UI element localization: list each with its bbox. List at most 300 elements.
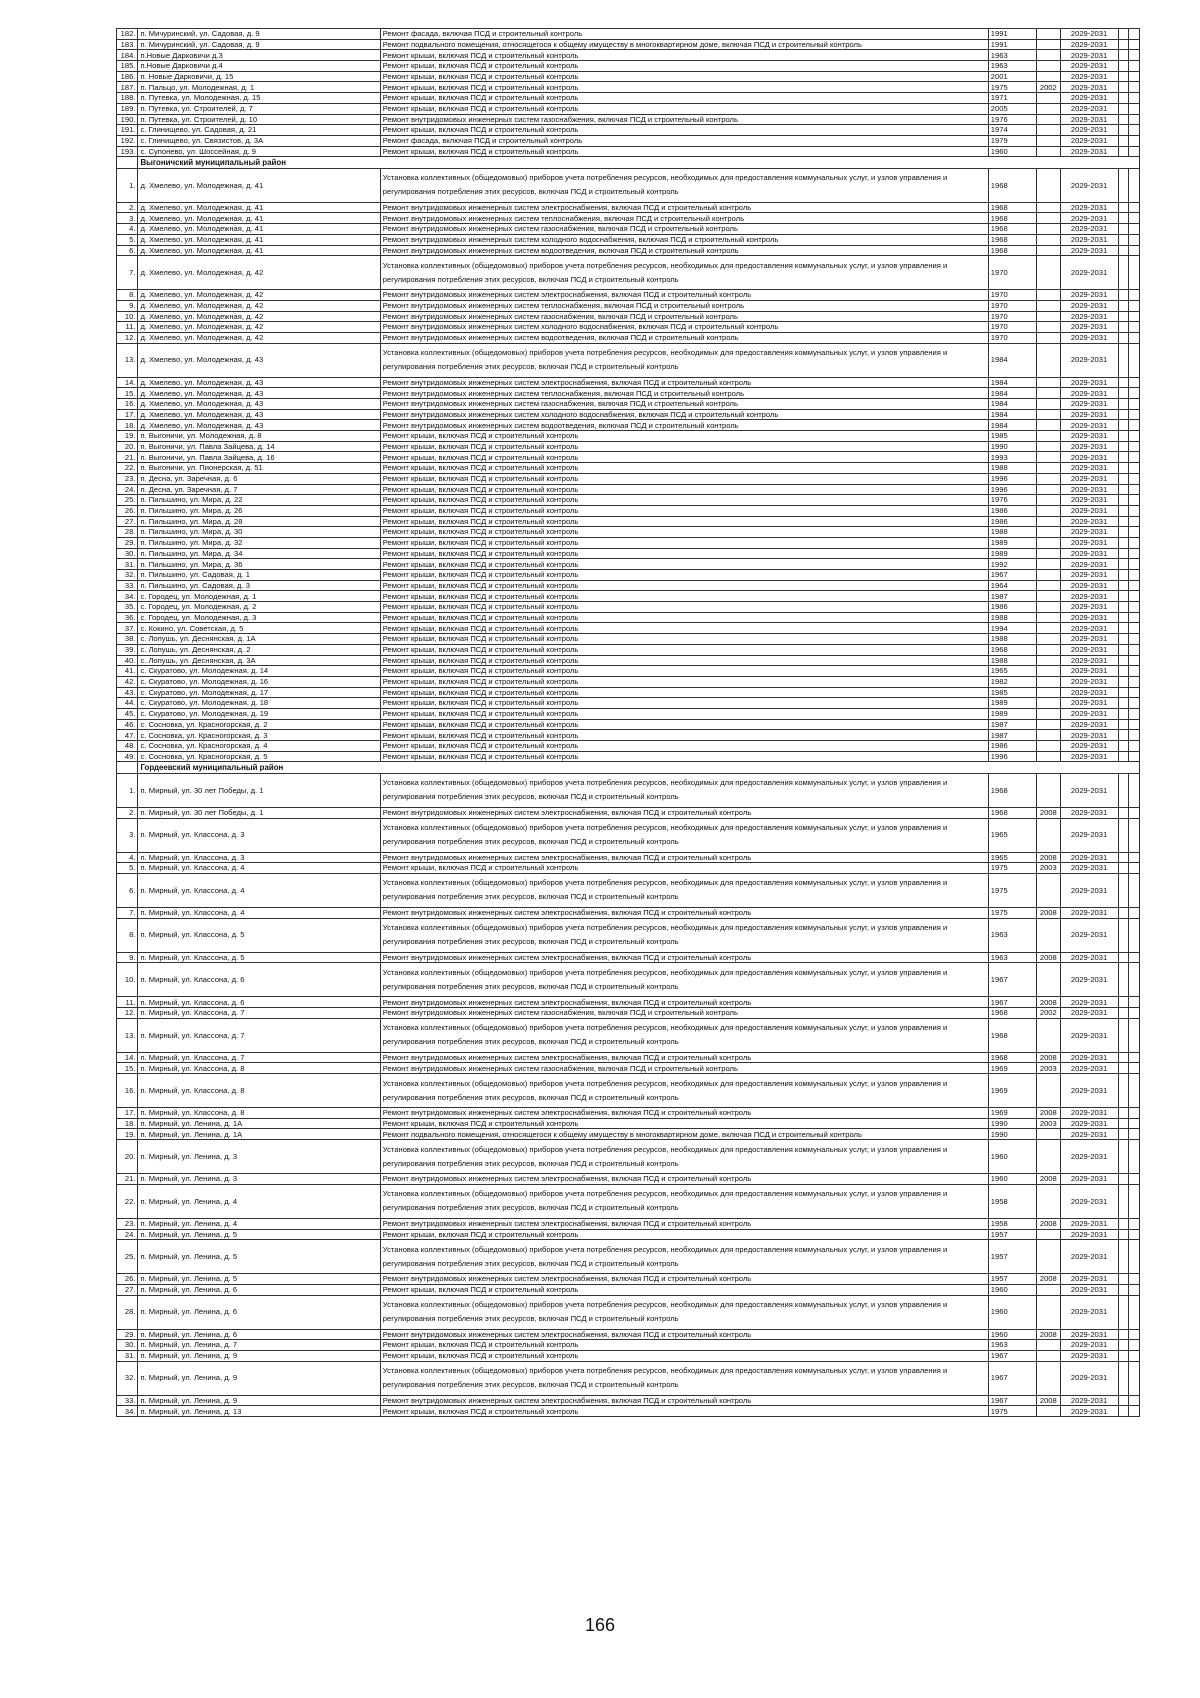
planned-period-cell: 2029-2031 (1060, 311, 1118, 322)
row-number-cell: 191. (117, 125, 138, 136)
planned-period-cell: 2029-2031 (1060, 852, 1118, 863)
empty-cell (1129, 256, 1140, 290)
row-number-cell: 189. (117, 103, 138, 114)
table-row (117, 1274, 1140, 1285)
year-built-cell: 1988 (988, 527, 1036, 538)
year-built-cell: 1960 (988, 1329, 1036, 1340)
planned-period-cell: 2029-2031 (1060, 71, 1118, 82)
work-type-cell: Ремонт крыши, включая ПСД и строительный контроль (380, 1118, 988, 1129)
planned-period-cell: 2029-2031 (1060, 1229, 1118, 1240)
last-repair-year-cell (1037, 213, 1061, 224)
table-row (117, 1240, 1140, 1274)
last-repair-year-cell (1037, 114, 1061, 125)
empty-cell (1118, 1240, 1129, 1274)
year-built-cell: 1975 (988, 82, 1036, 93)
address-cell: п. Мирный, ул. Ленина, д. 9 (138, 1350, 380, 1361)
work-type-cell: Установка коллективных (общедомовых) приборов учета потребления ресурсов, необходимых для предоставления коммунальных услуг, и узлов управления и регулирования потребления этих ресурсов, включая ПСД и строительный контроль (380, 963, 988, 997)
table-row (117, 1018, 1140, 1052)
row-number-cell: 27. (117, 1284, 138, 1295)
empty-cell (1118, 399, 1129, 410)
row-number-cell: 23. (117, 1218, 138, 1229)
work-type-cell: Ремонт крыши, включая ПСД и строительный контроль (380, 537, 988, 548)
empty-cell (1129, 907, 1140, 918)
empty-cell (1118, 1395, 1129, 1406)
table-row (117, 548, 1140, 559)
empty-cell (1129, 591, 1140, 602)
address-cell: п. Пильшино, ул. Мира, д. 22 (138, 495, 380, 506)
empty-cell (1129, 708, 1140, 719)
year-built-cell: 1988 (988, 634, 1036, 645)
work-type-cell: Ремонт крыши, включая ПСД и строительный контроль (380, 863, 988, 874)
table-row (117, 125, 1140, 136)
table-row (117, 61, 1140, 72)
last-repair-year-cell (1037, 93, 1061, 104)
row-number-cell: 4. (117, 224, 138, 235)
address-cell: п. Мирный, ул. Ленина, д. 5 (138, 1274, 380, 1285)
work-type-cell: Ремонт крыши, включая ПСД и строительный контроль (380, 505, 988, 516)
address-cell: д. Хмелево, ул. Молодежная, д. 43 (138, 343, 380, 377)
work-type-cell: Ремонт крыши, включая ПСД и строительный контроль (380, 527, 988, 538)
empty-cell (1118, 1184, 1129, 1218)
planned-period-cell: 2029-2031 (1060, 146, 1118, 157)
last-repair-year-cell (1037, 644, 1061, 655)
row-number-cell: 37. (117, 623, 138, 634)
address-cell: д. Хмелево, ул. Молодежная, д. 41 (138, 168, 380, 202)
table-row (117, 50, 1140, 61)
planned-period-cell: 2029-2031 (1060, 245, 1118, 256)
row-number-cell: 39. (117, 644, 138, 655)
last-repair-year-cell (1037, 290, 1061, 301)
planned-period-cell: 2029-2031 (1060, 322, 1118, 333)
row-number-cell: 12. (117, 332, 138, 343)
empty-cell (1129, 61, 1140, 72)
year-built-cell: 1974 (988, 125, 1036, 136)
work-type-cell: Ремонт крыши, включая ПСД и строительный контроль (380, 570, 988, 581)
work-type-cell: Ремонт крыши, включая ПСД и строительный контроль (380, 580, 988, 591)
table-row (117, 623, 1140, 634)
table-row (117, 1329, 1140, 1340)
address-cell: п. Выгоничи, ул. Павла Зайцева, д. 14 (138, 441, 380, 452)
last-repair-year-cell (1037, 168, 1061, 202)
row-number-cell: 33. (117, 1395, 138, 1406)
address-cell: п. Пильшино, ул. Садовая, д. 3 (138, 580, 380, 591)
empty-cell (1118, 730, 1129, 741)
work-type-cell: Ремонт внутридомовых инженерных систем электроснабжения, включая ПСД и строительный контроль (380, 290, 988, 301)
empty-cell (1118, 61, 1129, 72)
year-built-cell: 1992 (988, 559, 1036, 570)
planned-period-cell: 2029-2031 (1060, 708, 1118, 719)
planned-period-cell: 2029-2031 (1060, 29, 1118, 40)
last-repair-year-cell (1037, 1340, 1061, 1351)
row-number-cell: 29. (117, 537, 138, 548)
empty-cell (1118, 907, 1129, 918)
planned-period-cell: 2029-2031 (1060, 698, 1118, 709)
last-repair-year-cell (1037, 623, 1061, 634)
work-type-cell: Ремонт крыши, включая ПСД и строительный контроль (380, 719, 988, 730)
empty-cell (1129, 1395, 1140, 1406)
empty-cell (1129, 29, 1140, 40)
last-repair-year-cell (1037, 256, 1061, 290)
empty-cell (1118, 1340, 1129, 1351)
table-row (117, 420, 1140, 431)
row-number-cell: 48. (117, 741, 138, 752)
table-row (117, 224, 1140, 235)
planned-period-cell: 2029-2031 (1060, 1240, 1118, 1274)
table-row (117, 1108, 1140, 1119)
row-number-cell: 28. (117, 1295, 138, 1329)
row-number-cell: 24. (117, 1229, 138, 1240)
empty-cell (1129, 146, 1140, 157)
last-repair-year-cell: 2002 (1037, 1008, 1061, 1019)
empty-cell (1129, 224, 1140, 235)
empty-cell (1118, 1329, 1129, 1340)
empty-cell (1129, 50, 1140, 61)
empty-cell (1118, 687, 1129, 698)
year-built-cell: 1965 (988, 852, 1036, 863)
row-number-cell: 32. (117, 570, 138, 581)
empty-cell (1118, 71, 1129, 82)
row-number-cell: 5. (117, 234, 138, 245)
empty-cell (1118, 300, 1129, 311)
address-cell: п. Мирный, ул. Классона, д. 3 (138, 852, 380, 863)
empty-cell (1118, 505, 1129, 516)
year-built-cell: 1982 (988, 676, 1036, 687)
year-built-cell: 1996 (988, 473, 1036, 484)
empty-cell (1118, 332, 1129, 343)
year-built-cell: 1984 (988, 377, 1036, 388)
address-cell: п. Путевка, ул. Молодежная, д. 15 (138, 93, 380, 104)
address-cell: п. Мирный, ул. Классона, д. 8 (138, 1063, 380, 1074)
empty-cell (1129, 655, 1140, 666)
year-built-cell: 1976 (988, 495, 1036, 506)
row-number-cell: 29. (117, 1329, 138, 1340)
row-number-cell: 44. (117, 698, 138, 709)
work-type-cell: Ремонт внутридомовых инженерных систем газоснабжения, включая ПСД и строительный контроль (380, 224, 988, 235)
last-repair-year-cell (1037, 311, 1061, 322)
row-number-cell: 24. (117, 484, 138, 495)
address-cell: п. Мирный, ул. Ленина, д. 9 (138, 1395, 380, 1406)
table-row (117, 527, 1140, 538)
row-number-cell: 22. (117, 1184, 138, 1218)
empty-cell (1129, 213, 1140, 224)
year-built-cell: 1970 (988, 300, 1036, 311)
planned-period-cell: 2029-2031 (1060, 612, 1118, 623)
work-type-cell: Ремонт крыши, включая ПСД и строительный контроль (380, 82, 988, 93)
empty-cell (1118, 1063, 1129, 1074)
year-built-cell: 1963 (988, 918, 1036, 952)
table-row (117, 741, 1140, 752)
work-type-cell: Ремонт внутридомовых инженерных систем электроснабжения, включая ПСД и строительный контроль (380, 1052, 988, 1063)
empty-cell (1129, 644, 1140, 655)
empty-cell (1129, 1018, 1140, 1052)
row-number-cell: 16. (117, 399, 138, 410)
planned-period-cell: 2029-2031 (1060, 952, 1118, 963)
row-number-cell: 20. (117, 441, 138, 452)
empty-cell (1129, 634, 1140, 645)
empty-cell (1129, 484, 1140, 495)
year-built-cell: 1975 (988, 907, 1036, 918)
last-repair-year-cell (1037, 1229, 1061, 1240)
work-type-cell: Ремонт внутридомовых инженерных систем электроснабжения, включая ПСД и строительный контроль (380, 377, 988, 388)
work-type-cell: Ремонт крыши, включая ПСД и строительный контроль (380, 655, 988, 666)
year-built-cell: 1970 (988, 256, 1036, 290)
empty-cell (1129, 1052, 1140, 1063)
table-row (117, 1350, 1140, 1361)
empty-cell (1118, 202, 1129, 213)
planned-period-cell: 2029-2031 (1060, 1108, 1118, 1119)
work-type-cell: Ремонт внутридомовых инженерных систем электроснабжения, включая ПСД и строительный контроль (380, 807, 988, 818)
last-repair-year-cell (1037, 741, 1061, 752)
planned-period-cell: 2029-2031 (1060, 751, 1118, 762)
table-row (117, 332, 1140, 343)
empty-cell (1118, 125, 1129, 136)
empty-cell (1118, 135, 1129, 146)
table-row (117, 82, 1140, 93)
work-type-cell: Ремонт крыши, включая ПСД и строительный контроль (380, 71, 988, 82)
work-type-cell: Ремонт внутридомовых инженерных систем электроснабжения, включая ПСД и строительный контроль (380, 1108, 988, 1119)
last-repair-year-cell (1037, 431, 1061, 442)
empty-cell (1129, 1174, 1140, 1185)
last-repair-year-cell (1037, 751, 1061, 762)
table-row (117, 343, 1140, 377)
last-repair-year-cell (1037, 343, 1061, 377)
table-row (117, 377, 1140, 388)
year-built-cell: 1979 (988, 135, 1036, 146)
last-repair-year-cell (1037, 300, 1061, 311)
last-repair-year-cell (1037, 708, 1061, 719)
row-number-cell: 34. (117, 1406, 138, 1417)
year-built-cell: 1989 (988, 537, 1036, 548)
address-cell: п. Десна, ул. Заречная, д. 6 (138, 473, 380, 484)
row-number-cell: 16. (117, 1074, 138, 1108)
empty-cell (1129, 580, 1140, 591)
address-cell: п. Мирный, ул. Классона, д. 6 (138, 997, 380, 1008)
empty-cell (1129, 125, 1140, 136)
work-type-cell: Ремонт внутридомовых инженерных систем электроснабжения, включая ПСД и строительный контроль (380, 1395, 988, 1406)
year-built-cell: 1984 (988, 420, 1036, 431)
work-type-cell: Ремонт крыши, включая ПСД и строительный контроль (380, 741, 988, 752)
year-built-cell: 1970 (988, 290, 1036, 301)
table-row (117, 1063, 1140, 1074)
work-type-cell: Ремонт внутридомовых инженерных систем электроснабжения, включая ПСД и строительный контроль (380, 997, 988, 1008)
address-cell: с. Лопушь, ул. Деснянская, д. 1А (138, 634, 380, 645)
work-type-cell: Ремонт внутридомовых инженерных систем холодного водоснабжения, включая ПСД и строительный контроль (380, 322, 988, 333)
work-type-cell: Ремонт крыши, включая ПСД и строительный контроль (380, 676, 988, 687)
work-type-cell: Ремонт крыши, включая ПСД и строительный контроль (380, 559, 988, 570)
row-number-cell: 17. (117, 1108, 138, 1119)
last-repair-year-cell: 2008 (1037, 1329, 1061, 1340)
planned-period-cell: 2029-2031 (1060, 1406, 1118, 1417)
address-cell: д. Хмелево, ул. Молодежная, д. 41 (138, 224, 380, 235)
empty-cell (1129, 559, 1140, 570)
table-row (117, 256, 1140, 290)
row-number-cell: 1. (117, 168, 138, 202)
planned-period-cell: 2029-2031 (1060, 559, 1118, 570)
year-built-cell: 1968 (988, 168, 1036, 202)
address-cell: с. Глинищево, ул. Садовая, д. 21 (138, 125, 380, 136)
planned-period-cell: 2029-2031 (1060, 505, 1118, 516)
empty-cell (1118, 473, 1129, 484)
empty-cell (1118, 666, 1129, 677)
empty-cell (1118, 114, 1129, 125)
planned-period-cell: 2029-2031 (1060, 1274, 1118, 1285)
empty-cell (1129, 918, 1140, 952)
empty-cell (1118, 863, 1129, 874)
empty-cell (1129, 1229, 1140, 1240)
table-row (117, 103, 1140, 114)
empty-cell (1118, 343, 1129, 377)
work-type-cell: Ремонт крыши, включая ПСД и строительный контроль (380, 1406, 988, 1417)
last-repair-year-cell: 2008 (1037, 1052, 1061, 1063)
row-number-cell: 15. (117, 388, 138, 399)
empty-cell (1118, 1350, 1129, 1361)
planned-period-cell: 2029-2031 (1060, 388, 1118, 399)
work-type-cell: Ремонт крыши, включая ПСД и строительный контроль (380, 516, 988, 527)
planned-period-cell: 2029-2031 (1060, 343, 1118, 377)
planned-period-cell: 2029-2031 (1060, 1329, 1118, 1340)
row-number-cell: 22. (117, 463, 138, 474)
year-built-cell: 1968 (988, 773, 1036, 807)
last-repair-year-cell (1037, 103, 1061, 114)
table-row (117, 602, 1140, 613)
empty-cell (1118, 1108, 1129, 1119)
row-number-cell: 17. (117, 409, 138, 420)
planned-period-cell: 2029-2031 (1060, 719, 1118, 730)
planned-period-cell: 2029-2031 (1060, 516, 1118, 527)
address-cell: с. Сосновка, ул. Красногорская, д. 5 (138, 751, 380, 762)
last-repair-year-cell (1037, 377, 1061, 388)
row-number-cell: 35. (117, 602, 138, 613)
last-repair-year-cell (1037, 463, 1061, 474)
empty-cell (1129, 93, 1140, 104)
planned-period-cell: 2029-2031 (1060, 666, 1118, 677)
empty-cell (1129, 807, 1140, 818)
address-cell: п. Мирный, ул. Классона, д. 5 (138, 952, 380, 963)
planned-period-cell: 2029-2031 (1060, 399, 1118, 410)
empty-cell (1118, 751, 1129, 762)
address-cell: п. Мирный, ул. Классона, д. 7 (138, 1018, 380, 1052)
last-repair-year-cell (1037, 484, 1061, 495)
table-row (117, 852, 1140, 863)
planned-period-cell: 2029-2031 (1060, 234, 1118, 245)
last-repair-year-cell (1037, 420, 1061, 431)
row-number-cell: 11. (117, 322, 138, 333)
last-repair-year-cell (1037, 559, 1061, 570)
last-repair-year-cell (1037, 655, 1061, 666)
row-number-cell: 31. (117, 1350, 138, 1361)
row-number-cell: 34. (117, 591, 138, 602)
row-number-cell: 38. (117, 634, 138, 645)
planned-period-cell: 2029-2031 (1060, 39, 1118, 50)
year-built-cell: 1967 (988, 997, 1036, 1008)
empty-cell (1118, 234, 1129, 245)
empty-cell (1118, 311, 1129, 322)
empty-cell (1118, 388, 1129, 399)
address-cell: п. Мирный, ул. Ленина, д. 4 (138, 1184, 380, 1218)
table-row (117, 1052, 1140, 1063)
row-number-cell: 25. (117, 495, 138, 506)
table-row (117, 93, 1140, 104)
planned-period-cell: 2029-2031 (1060, 1140, 1118, 1174)
planned-period-cell: 2029-2031 (1060, 332, 1118, 343)
address-cell: п. Мирный, ул. 30 лет Победы, д. 1 (138, 807, 380, 818)
row-number-cell: 8. (117, 918, 138, 952)
planned-period-cell: 2029-2031 (1060, 1118, 1118, 1129)
work-type-cell: Ремонт крыши, включая ПСД и строительный контроль (380, 61, 988, 72)
planned-period-cell: 2029-2031 (1060, 213, 1118, 224)
empty-cell (1118, 484, 1129, 495)
address-cell: п.Новые Дарковичи д.3 (138, 50, 380, 61)
table-row (117, 612, 1140, 623)
empty-cell (1129, 1063, 1140, 1074)
last-repair-year-cell (1037, 719, 1061, 730)
empty-cell (1118, 548, 1129, 559)
row-number-cell: 32. (117, 1361, 138, 1395)
table-row (117, 698, 1140, 709)
planned-period-cell: 2029-2031 (1060, 687, 1118, 698)
planned-period-cell: 2029-2031 (1060, 570, 1118, 581)
empty-cell (1118, 1274, 1129, 1285)
last-repair-year-cell (1037, 146, 1061, 157)
address-cell: с. Лопушь, ул. Деснянская, д. 3А (138, 655, 380, 666)
table-row (117, 114, 1140, 125)
year-built-cell: 1987 (988, 591, 1036, 602)
empty-cell (1118, 741, 1129, 752)
empty-cell (1129, 343, 1140, 377)
last-repair-year-cell (1037, 1361, 1061, 1395)
empty-cell (1129, 71, 1140, 82)
planned-period-cell: 2029-2031 (1060, 1018, 1118, 1052)
row-number-cell: 182. (117, 29, 138, 40)
empty-cell (1118, 463, 1129, 474)
work-type-cell: Ремонт внутридомовых инженерных систем электроснабжения, включая ПСД и строительный контроль (380, 1218, 988, 1229)
last-repair-year-cell (1037, 1240, 1061, 1274)
year-built-cell: 1975 (988, 863, 1036, 874)
empty-cell (1118, 602, 1129, 613)
empty-cell (1129, 730, 1140, 741)
empty-cell (1129, 719, 1140, 730)
empty-cell (1118, 963, 1129, 997)
table-row (117, 484, 1140, 495)
empty-cell (1118, 873, 1129, 907)
table-row (117, 1229, 1140, 1240)
year-built-cell: 1991 (988, 29, 1036, 40)
empty-cell (1118, 1361, 1129, 1395)
planned-period-cell: 2029-2031 (1060, 1284, 1118, 1295)
empty-cell (1129, 818, 1140, 852)
empty-cell (1129, 537, 1140, 548)
row-number-cell: 49. (117, 751, 138, 762)
last-repair-year-cell: 2008 (1037, 1274, 1061, 1285)
empty-cell (1118, 441, 1129, 452)
table-row (117, 495, 1140, 506)
work-type-cell: Установка коллективных (общедомовых) приборов учета потребления ресурсов, необходимых для предоставления коммунальных услуг, и узлов управления и регулирования потребления этих ресурсов, включая ПСД и строительный контроль (380, 1184, 988, 1218)
planned-period-cell: 2029-2031 (1060, 1129, 1118, 1140)
row-number-cell: 30. (117, 548, 138, 559)
empty-cell (1129, 1184, 1140, 1218)
planned-period-cell: 2029-2031 (1060, 644, 1118, 655)
work-type-cell: Ремонт крыши, включая ПСД и строительный контроль (380, 623, 988, 634)
row-number-cell: 193. (117, 146, 138, 157)
planned-period-cell: 2029-2031 (1060, 495, 1118, 506)
empty-cell (1118, 623, 1129, 634)
row-number-cell: 5. (117, 863, 138, 874)
row-number-cell: 36. (117, 612, 138, 623)
last-repair-year-cell (1037, 1074, 1061, 1108)
empty-cell (1118, 452, 1129, 463)
year-built-cell: 2001 (988, 71, 1036, 82)
row-number-cell: 12. (117, 1008, 138, 1019)
